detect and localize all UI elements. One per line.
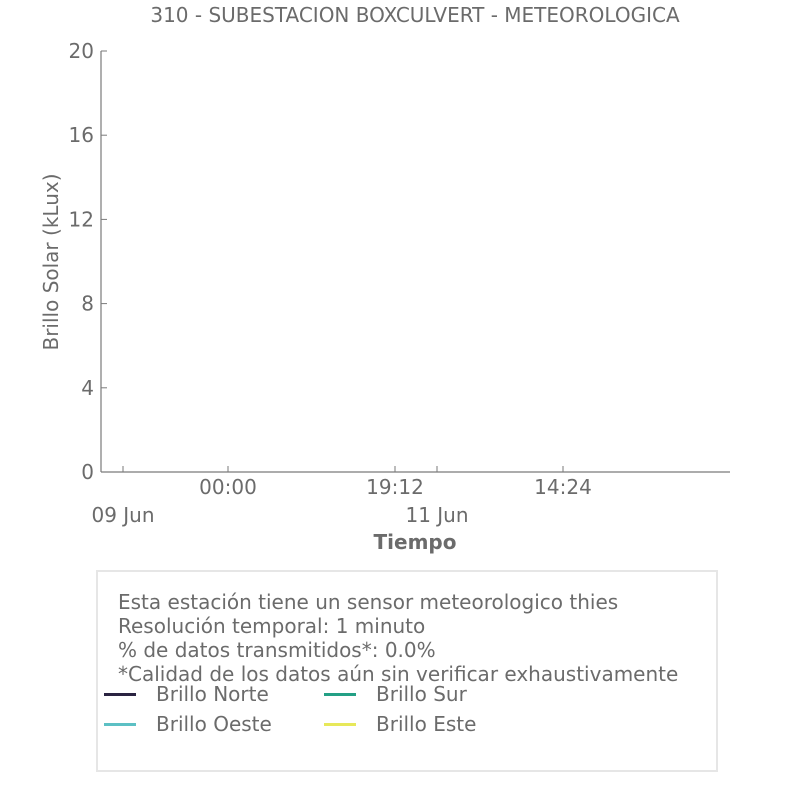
x-tick-label: 19:12 <box>366 475 424 499</box>
info-quality-note: *Calidad de los datos aún sin verificar exhaustivamente <box>118 662 679 686</box>
x-date-label: 09 Jun <box>91 503 155 527</box>
legend-item[interactable] <box>104 710 272 738</box>
legend-swatch <box>324 723 356 726</box>
x-ticks <box>91 466 591 527</box>
x-date-label: 11 Jun <box>405 503 469 527</box>
legend-item[interactable] <box>324 680 467 708</box>
y-tick-label: 8 <box>81 291 94 316</box>
y-tick-label: 16 <box>68 123 94 148</box>
info-text <box>118 590 678 686</box>
legend-label: Brillo Sur <box>376 682 467 706</box>
x-tick-label: 14:24 <box>534 475 592 499</box>
info-data-percent: % de datos transmitidos*: 0.0% <box>118 638 436 662</box>
chart-title: 310 - SUBESTACION BOXCULVERT - METEOROLOGICA <box>150 3 680 27</box>
y-tick-label: 12 <box>68 207 94 232</box>
y-tick-label: 4 <box>81 375 94 400</box>
x-axis-label: Tiempo <box>373 530 457 554</box>
x-tick-label: 00:00 <box>199 475 257 499</box>
info-box <box>96 570 718 772</box>
legend-swatch <box>104 693 136 696</box>
y-tick-label: 20 <box>68 39 94 63</box>
y-axis-label: Brillo Solar (kLux) <box>39 173 63 351</box>
info-station: Esta estación tiene un sensor meteorologico thies <box>118 590 619 614</box>
y-tick-label: 0 <box>81 460 94 484</box>
legend-label: Brillo Norte <box>156 682 269 706</box>
legend-swatch <box>104 723 136 726</box>
legend-item[interactable] <box>324 710 476 738</box>
legend-item[interactable] <box>104 680 269 708</box>
info-resolution: Resolución temporal: 1 minuto <box>118 614 426 638</box>
legend-label: Brillo Este <box>376 712 477 736</box>
legend-swatch <box>324 693 356 696</box>
legend-label: Brillo Oeste <box>156 712 272 736</box>
